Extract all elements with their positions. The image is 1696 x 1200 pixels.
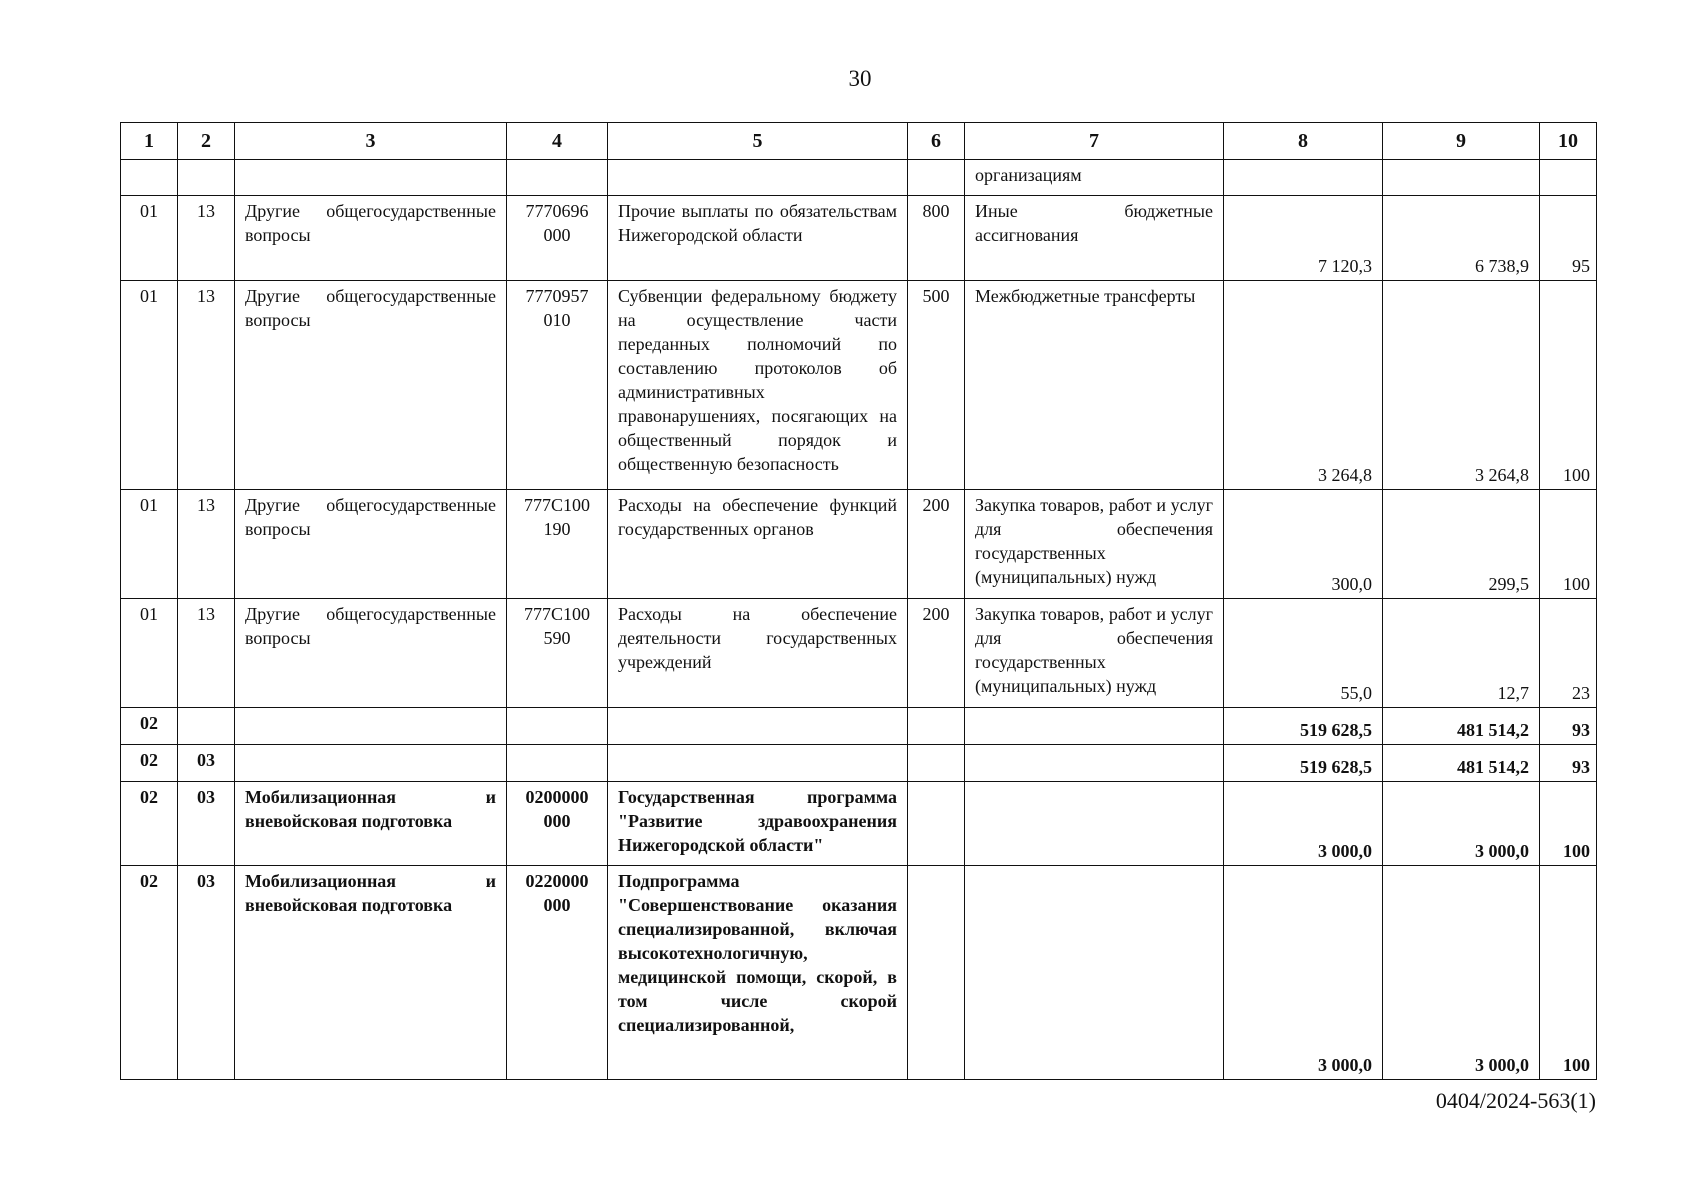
cell-subsection-name: [235, 160, 507, 196]
cell-article-name: Государственная программа "Развитие здравоохранения Нижегородской области": [608, 782, 908, 866]
cell-target-article: 7770696 000: [507, 196, 608, 281]
cell-article-name: Прочие выплаты по обязательствам Нижегородской области: [608, 196, 908, 281]
cell-subsection: [178, 160, 235, 196]
cell-target-article: [507, 160, 608, 196]
cell-article-name: [608, 708, 908, 745]
table-row: [121, 708, 1597, 745]
table-row: [121, 196, 1597, 281]
cell-percent: 100: [1540, 490, 1597, 599]
cell-plan: 3 264,8: [1224, 281, 1383, 490]
cell-section: 01: [121, 599, 178, 708]
cell-expense-type: [908, 866, 965, 1080]
cell-percent: 95: [1540, 196, 1597, 281]
cell-expense-type: 200: [908, 490, 965, 599]
cell-subsection: 03: [178, 866, 235, 1080]
cell-section: 02: [121, 708, 178, 745]
column-header: 7: [965, 123, 1224, 160]
cell-expense-type-name: Закупка товаров, работ и услуг для обеспечения государственных (муниципальных) нужд: [965, 599, 1224, 708]
cell-subsection: 13: [178, 281, 235, 490]
cell-subsection-name: [235, 745, 507, 782]
cell-subsection: 03: [178, 782, 235, 866]
column-header: 4: [507, 123, 608, 160]
cell-plan: 519 628,5: [1224, 708, 1383, 745]
cell-target-article: 777С100 590: [507, 599, 608, 708]
cell-percent: 100: [1540, 281, 1597, 490]
cell-section: 01: [121, 281, 178, 490]
cell-article-name: Расходы на обеспечение деятельности государственных учреждений: [608, 599, 908, 708]
cell-plan: 3 000,0: [1224, 866, 1383, 1080]
cell-target-article: [507, 745, 608, 782]
table-row: [121, 782, 1597, 866]
cell-section: 01: [121, 196, 178, 281]
cell-actual: 3 264,8: [1383, 281, 1540, 490]
column-header: 1: [121, 123, 178, 160]
cell-actual: 3 000,0: [1383, 782, 1540, 866]
table-row: [121, 160, 1597, 196]
cell-expense-type-name: [965, 782, 1224, 866]
cell-expense-type-name: Межбюджетные трансферты: [965, 281, 1224, 490]
cell-plan: [1224, 160, 1383, 196]
cell-article-name: [608, 745, 908, 782]
cell-subsection: 03: [178, 745, 235, 782]
cell-actual: 481 514,2: [1383, 708, 1540, 745]
cell-expense-type-name: Иные бюджетные ассигнования: [965, 196, 1224, 281]
cell-expense-type-name: [965, 866, 1224, 1080]
cell-plan: 3 000,0: [1224, 782, 1383, 866]
cell-plan: 300,0: [1224, 490, 1383, 599]
cell-expense-type-name: [965, 745, 1224, 782]
cell-expense-type: [908, 708, 965, 745]
budget-table: [120, 122, 1597, 1080]
cell-plan: 7 120,3: [1224, 196, 1383, 281]
cell-article-name: Подпрограмма "Совершенствование оказания специализированной, включая высокотехнологичную, медицинской помощи, скорой, в том числе скорой специализированной,: [608, 866, 908, 1080]
cell-actual: 299,5: [1383, 490, 1540, 599]
cell-subsection: 13: [178, 599, 235, 708]
cell-expense-type: [908, 745, 965, 782]
cell-expense-type: 200: [908, 599, 965, 708]
cell-plan: 519 628,5: [1224, 745, 1383, 782]
table-row: [121, 745, 1597, 782]
cell-actual: 3 000,0: [1383, 866, 1540, 1080]
cell-section: 01: [121, 490, 178, 599]
cell-subsection-name: Мобилизационная и вневойсковая подготовка: [235, 782, 507, 866]
cell-expense-type: [908, 782, 965, 866]
cell-subsection-name: Другие общегосударственные вопросы: [235, 281, 507, 490]
table-row: [121, 866, 1597, 1080]
column-header: 2: [178, 123, 235, 160]
cell-percent: [1540, 160, 1597, 196]
cell-percent: 100: [1540, 866, 1597, 1080]
cell-percent: 23: [1540, 599, 1597, 708]
cell-expense-type-name: Закупка товаров, работ и услуг для обеспечения государственных (муниципальных) нужд: [965, 490, 1224, 599]
cell-expense-type-name: [965, 708, 1224, 745]
table-row: [121, 599, 1597, 708]
cell-percent: 100: [1540, 782, 1597, 866]
cell-expense-type: 800: [908, 196, 965, 281]
cell-target-article: 7770957 010: [507, 281, 608, 490]
column-header: 9: [1383, 123, 1540, 160]
column-header: 10: [1540, 123, 1597, 160]
cell-article-name: [608, 160, 908, 196]
cell-section: 02: [121, 866, 178, 1080]
cell-subsection-name: Другие общегосударственные вопросы: [235, 599, 507, 708]
cell-article-name: Расходы на обеспечение функций государственных органов: [608, 490, 908, 599]
column-header: 8: [1224, 123, 1383, 160]
cell-subsection: 13: [178, 196, 235, 281]
cell-actual: [1383, 160, 1540, 196]
cell-section: 02: [121, 745, 178, 782]
cell-target-article: 777С100 190: [507, 490, 608, 599]
document-code: 0404/2024-563(1): [1435, 1088, 1596, 1113]
cell-article-name: Субвенции федеральному бюджету на осуществление части переданных полномочий по составлению протоколов об административных правонарушениях, посягающих на общественный порядок и общественную безопасность: [608, 281, 908, 490]
header-row: [121, 123, 1597, 160]
table-row: [121, 490, 1597, 599]
cell-target-article: [507, 708, 608, 745]
cell-actual: 12,7: [1383, 599, 1540, 708]
cell-plan: 55,0: [1224, 599, 1383, 708]
column-header: 5: [608, 123, 908, 160]
page-number: 30: [848, 66, 872, 91]
cell-subsection-name: Мобилизационная и вневойсковая подготовка: [235, 866, 507, 1080]
cell-subsection-name: Другие общегосударственные вопросы: [235, 490, 507, 599]
cell-subsection: 13: [178, 490, 235, 599]
cell-actual: 481 514,2: [1383, 745, 1540, 782]
cell-subsection-name: [235, 708, 507, 745]
cell-expense-type-name: организациям: [965, 160, 1224, 196]
table-row: [121, 281, 1597, 490]
cell-subsection-name: Другие общегосударственные вопросы: [235, 196, 507, 281]
cell-section: [121, 160, 178, 196]
cell-subsection: [178, 708, 235, 745]
cell-actual: 6 738,9: [1383, 196, 1540, 281]
cell-expense-type: 500: [908, 281, 965, 490]
cell-percent: 93: [1540, 745, 1597, 782]
column-header: 6: [908, 123, 965, 160]
cell-percent: 93: [1540, 708, 1597, 745]
cell-target-article: 0200000 000: [507, 782, 608, 866]
column-header: 3: [235, 123, 507, 160]
cell-section: 02: [121, 782, 178, 866]
cell-target-article: 0220000 000: [507, 866, 608, 1080]
cell-expense-type: [908, 160, 965, 196]
